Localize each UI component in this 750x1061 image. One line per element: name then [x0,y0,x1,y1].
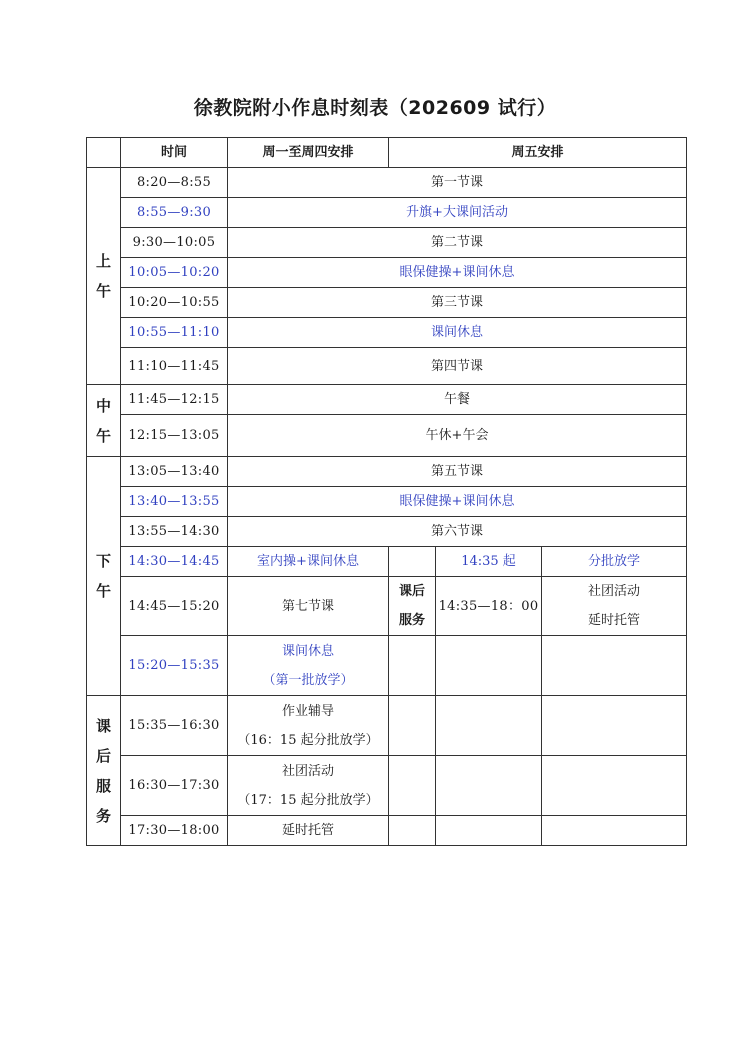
table-row [87,636,687,696]
activity-cell: 第五节课 [228,457,687,487]
table-row [87,696,687,756]
time-cell: 8:55—9:30 [121,198,228,228]
after-school-service-label [389,577,436,636]
period-afternoon [87,457,121,696]
table-row [87,348,687,385]
time-cell: 16:30—17:30 [121,756,228,816]
time-cell: 13:55—14:30 [121,517,228,547]
empty-cell [389,756,436,816]
time-cell: 13:05—13:40 [121,457,228,487]
table-row [87,547,687,577]
time-cell: 9:30—10:05 [121,228,228,258]
empty-cell [436,816,542,846]
time-cell: 14:45—15:20 [121,577,228,636]
table-row [87,228,687,258]
activity-cell: 午休+午会 [228,415,687,457]
empty-cell [542,696,687,756]
service-item: 延时托管 [587,613,640,628]
table-row [87,487,687,517]
period-char: 服 [95,776,111,795]
schedule-table [86,137,687,846]
time-cell: 17:30—18:00 [121,816,228,846]
period-char: 午 [95,282,111,300]
period-char: 务 [95,806,111,825]
empty-cell [389,816,436,846]
activity-line: 作业辅导 [281,703,334,719]
activity-line: （16：15 起分批放学） [237,732,379,748]
fri-dismissal-time: 14:35 起 [436,547,542,577]
table-row [87,577,687,636]
time-cell: 14:30—14:45 [121,547,228,577]
time-cell: 12:15—13:05 [121,415,228,457]
empty-cell [542,816,687,846]
svc-label-line: 课后 [398,584,425,599]
activity-cell: 眼保健操+课间休息 [228,487,687,517]
activity-cell [228,696,389,756]
table-row [87,198,687,228]
activity-cell: 升旗+大课间活动 [228,198,687,228]
activity-cell: 延时托管 [228,816,389,846]
table-row [87,517,687,547]
time-cell: 10:20—10:55 [121,288,228,318]
header-fri: 周五安排 [389,138,687,168]
activity-line: 社团活动 [281,763,334,779]
header-row [87,138,687,168]
table-row [87,258,687,288]
empty-cell [542,636,687,696]
period-char: 午 [95,426,111,445]
service-time-cell: 14:35—18：00 [436,577,542,636]
period-char: 中 [95,396,111,415]
svc-label-line: 服务 [398,613,425,628]
empty-cell [389,636,436,696]
activity-cell: 第四节课 [228,348,687,385]
empty-cell [389,547,436,577]
period-char: 后 [95,746,111,765]
time-cell: 8:20—8:55 [121,168,228,198]
table-row [87,288,687,318]
activity-cell: 午餐 [228,385,687,415]
activity-cell [228,756,389,816]
period-char: 午 [95,582,111,600]
time-cell: 11:10—11:45 [121,348,228,385]
service-items-cell [542,577,687,636]
period-char: 课 [95,716,111,735]
empty-cell [436,636,542,696]
activity-line: 课间休息 [281,643,334,659]
time-cell: 10:05—10:20 [121,258,228,288]
activity-cell: 眼保健操+课间休息 [228,258,687,288]
period-noon [87,385,121,457]
fri-dismissal-note: 分批放学 [542,547,687,577]
period-morning [87,168,121,385]
table-row [87,457,687,487]
activity-cell [228,636,389,696]
activity-line: （17：15 起分批放学） [237,792,379,808]
header-time: 时间 [121,138,228,168]
activity-line: （第一批放学） [262,672,354,688]
activity-cell: 第七节课 [228,577,389,636]
activity-cell: 第二节课 [228,228,687,258]
page-title: 徐教院附小作息时刻表（202609 试行） [193,97,557,119]
time-cell: 15:35—16:30 [121,696,228,756]
header-blank-cell [87,138,121,168]
time-cell: 13:40—13:55 [121,487,228,517]
empty-cell [436,696,542,756]
activity-cell: 第一节课 [228,168,687,198]
activity-cell: 课间休息 [228,318,687,348]
table-row [87,318,687,348]
period-char: 下 [95,552,111,570]
empty-cell [436,756,542,816]
empty-cell [389,696,436,756]
table-row [87,168,687,198]
table-row [87,756,687,816]
time-cell: 11:45—12:15 [121,385,228,415]
period-after-school [87,696,121,846]
time-cell: 10:55—11:10 [121,318,228,348]
time-cell: 15:20—15:35 [121,636,228,696]
activity-cell: 第三节课 [228,288,687,318]
activity-cell: 第六节课 [228,517,687,547]
header-mon-thu: 周一至周四安排 [228,138,389,168]
table-row [87,415,687,457]
period-char: 上 [95,252,111,270]
table-row [87,385,687,415]
service-item: 社团活动 [587,584,640,599]
table-row [87,816,687,846]
empty-cell [542,756,687,816]
activity-cell: 室内操+课间休息 [228,547,389,577]
